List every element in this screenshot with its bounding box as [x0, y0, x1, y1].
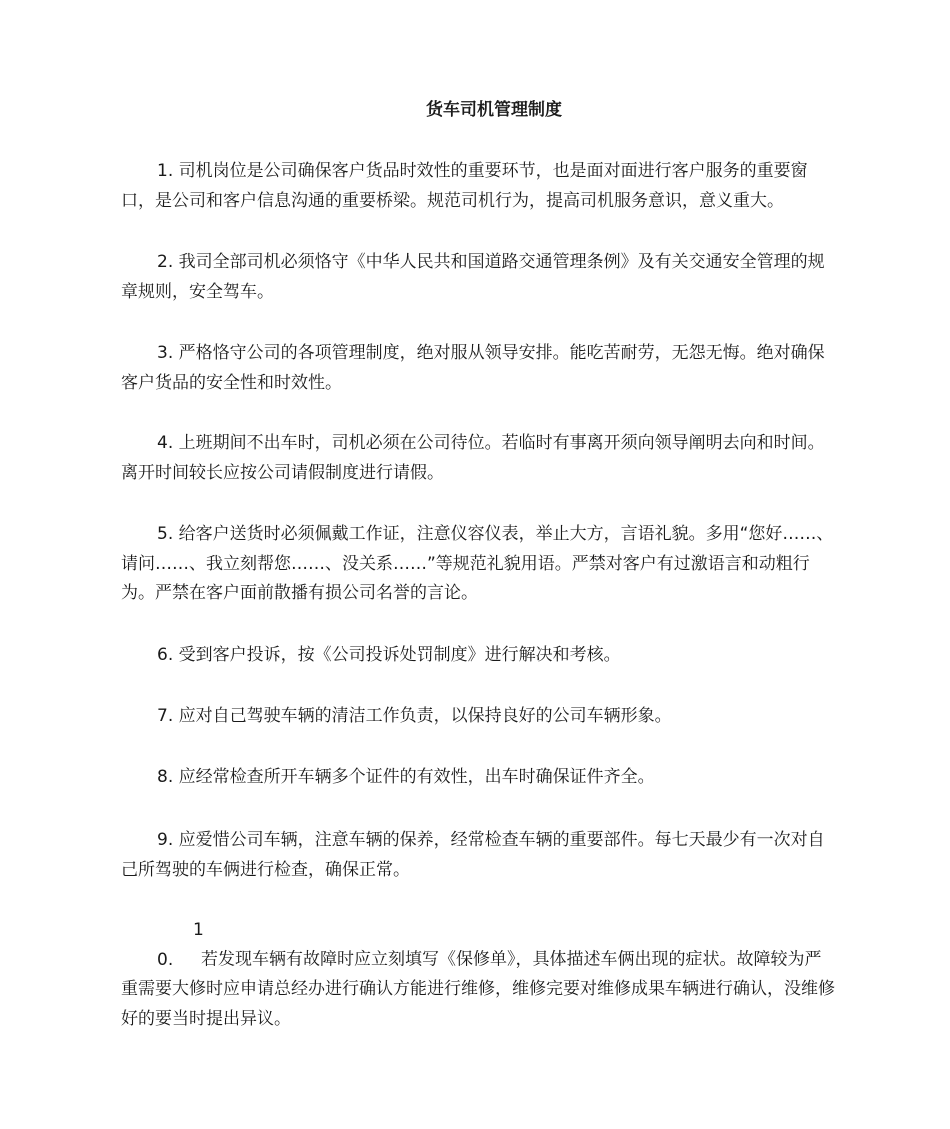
paragraph-10-number: 10.	[157, 920, 204, 970]
paragraph-5: 5. 给客户送货时必须佩戴工作证，注意仪容仪表，举止大方，言语礼貌。多用“您好……、请问……、我立刻帮您……、没关系……”等规范礼貌用语。严禁对客户有过激语言和动粗行为。严禁在客户面前散播有损公司名誉的言论。	[121, 524, 834, 603]
document-title: 货车司机管理制度	[426, 100, 562, 120]
paragraph-1: 1. 司机岗位是公司确保客户货品时效性的重要环节，也是面对面进行客户服务的重要窗口，是公司和客户信息沟通的重要桥梁。规范司机行为，提高司机服务意识，意义重大。	[121, 161, 808, 211]
paragraph-8: 8. 应经常检查所开车辆多个证件的有效性，出车时确保证件齐全。	[157, 767, 655, 787]
paragraph-4: 4. 上班期间不出车时，司机必须在公司待位。若临时有事离开须向领导阐明去向和时间。离开时间较长应按公司请假制度进行请假。	[121, 433, 825, 483]
paragraph-2: 2. 我司全部司机必须恪守《中华人民共和国道路交通管理条例》及有关交通安全管理的规章规则，安全驾车。	[121, 252, 825, 302]
paragraph-10	[121, 916, 836, 1034]
paragraph-6: 6. 受到客户投诉，按《公司投诉处罚制度》进行解决和考核。	[157, 645, 621, 665]
paragraph-9: 9. 应爱惜公司车辆，注意车辆的保养，经常检查车辆的重要部件。每七天最少有一次对自己所驾驶的车俩进行检查，确保正常。	[121, 830, 825, 880]
paragraph-3: 3. 严格恪守公司的各项管理制度，绝对服从领导安排。能吃苦耐劳，无怨无悔。绝对确保客户货品的安全性和时效性。	[121, 343, 825, 393]
paragraph-10-text: 若发现车辆有故障时应立刻填写《保修单》，具体描述车俩出现的症状。故障较为严重需要大修时应申请总经办进行确认方能进行维修，维修完要对维修成果车辆进行确认，没维修好的要当时提出异议。	[121, 949, 835, 1029]
paragraph-7: 7. 应对自己驾驶车辆的清洁工作负责，以保持良好的公司车辆形象。	[157, 706, 672, 726]
